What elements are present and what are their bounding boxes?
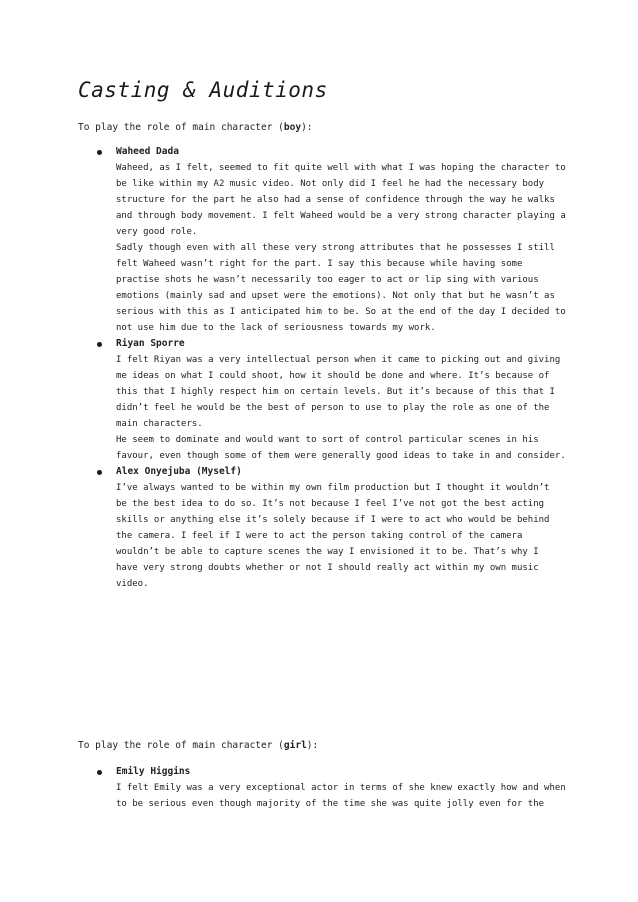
- description-line: I felt Riyan was a very intellectual person when it came to picking out and giving: [116, 355, 561, 365]
- description-line: Sadly though even with all these very strong attributes that he possesses I still: [116, 243, 555, 253]
- page-title: Casting & Auditions: [78, 78, 328, 102]
- candidate-entry: [78, 764, 578, 812]
- candidate-description: [116, 160, 578, 336]
- candidate-name: Emily Higgins: [116, 766, 191, 777]
- candidate-name: Riyan Sporre: [116, 338, 185, 349]
- description-line: be the best idea to do so. It’s not because I feel I’ve not got the best acting: [116, 499, 545, 509]
- description-line: not use him due to the lack of seriousness towards my work.: [116, 323, 436, 333]
- description-line: favour, even though some of them were generally good ideas to take in and consider.: [116, 451, 566, 461]
- candidate-entry: [78, 144, 578, 336]
- description-line: didn’t feel he would be the best of person to use to play the role as one of the: [116, 403, 550, 413]
- bullet-icon: [97, 150, 102, 155]
- description-line: Waheed, as I felt, seemed to fit quite well with what I was hoping the character to: [116, 163, 566, 173]
- description-line: structure for the part he also had a sense of confidence through the way he walks: [116, 195, 555, 205]
- description-line: practise shots he wasn’t necessarily too eager to act or lip sing with various: [116, 275, 539, 285]
- description-line: He seem to dominate and would want to sort of control particular scenes in his: [116, 435, 539, 445]
- boy-intro-bold: boy: [283, 122, 302, 133]
- candidate-description: [116, 780, 578, 812]
- candidate-name: Waheed Dada: [116, 146, 179, 157]
- description-line: be like within my A2 music video. Not only did I feel he had the necessary body: [116, 179, 545, 189]
- girl-section-intro: [78, 738, 318, 754]
- candidate-description: [116, 352, 578, 464]
- boy-intro-suffix: ):: [301, 122, 313, 133]
- girl-intro-suffix: ):: [306, 740, 319, 751]
- description-line: felt Waheed wasn’t right for the part. I say this because while having some: [116, 259, 523, 269]
- bullet-icon: [97, 342, 102, 347]
- boy-candidates-list: [78, 144, 578, 592]
- girl-intro-bold: girl: [283, 740, 307, 751]
- description-line: to be serious even though majority of the time she was quite jolly even for the: [116, 799, 545, 809]
- candidate-entry: [78, 464, 578, 592]
- description-line: emotions (mainly sad and upset were the emotions). Not only that but he wasn’t as: [116, 291, 555, 301]
- description-line: main characters.: [116, 419, 203, 429]
- candidate-name: Alex Onyejuba (Myself): [116, 466, 242, 477]
- boy-section-intro: [78, 120, 313, 136]
- description-line: this that I highly respect him on certain levels. But it’s because of this that I: [116, 387, 555, 397]
- girl-intro-prefix: To play the role of main character (: [78, 740, 284, 751]
- description-line: serious with this as I anticipated him to be. So at the end of the day I decided to: [116, 307, 566, 317]
- candidate-description: [116, 480, 578, 592]
- description-line: and through body movement. I felt Waheed would be a very strong character playing a: [116, 211, 566, 221]
- girl-candidates-list: [78, 764, 578, 812]
- description-line: very good role.: [116, 227, 198, 237]
- description-line: the camera. I feel if I were to act the person taking control of the camera: [116, 531, 523, 541]
- description-line: have very strong doubts whether or not I should really act within my own music: [116, 563, 539, 573]
- description-line: wouldn’t be able to capture scenes the way I envisioned it to be. That’s why I: [116, 547, 539, 557]
- boy-intro-prefix: To play the role of main character (: [78, 122, 284, 133]
- description-line: I’ve always wanted to be within my own film production but I thought it wouldn’t: [116, 483, 550, 493]
- candidate-entry: [78, 336, 578, 464]
- bullet-icon: [97, 470, 102, 475]
- description-line: skills or anything else it’s solely because if I were to act who would be behind: [116, 515, 550, 525]
- description-line: me ideas on what I could shoot, how it should be done and where. It’s because of: [116, 371, 550, 381]
- bullet-icon: [97, 770, 102, 775]
- description-line: I felt Emily was a very exceptional actor in terms of she knew exactly how and when: [116, 783, 566, 793]
- description-line: video.: [116, 579, 149, 589]
